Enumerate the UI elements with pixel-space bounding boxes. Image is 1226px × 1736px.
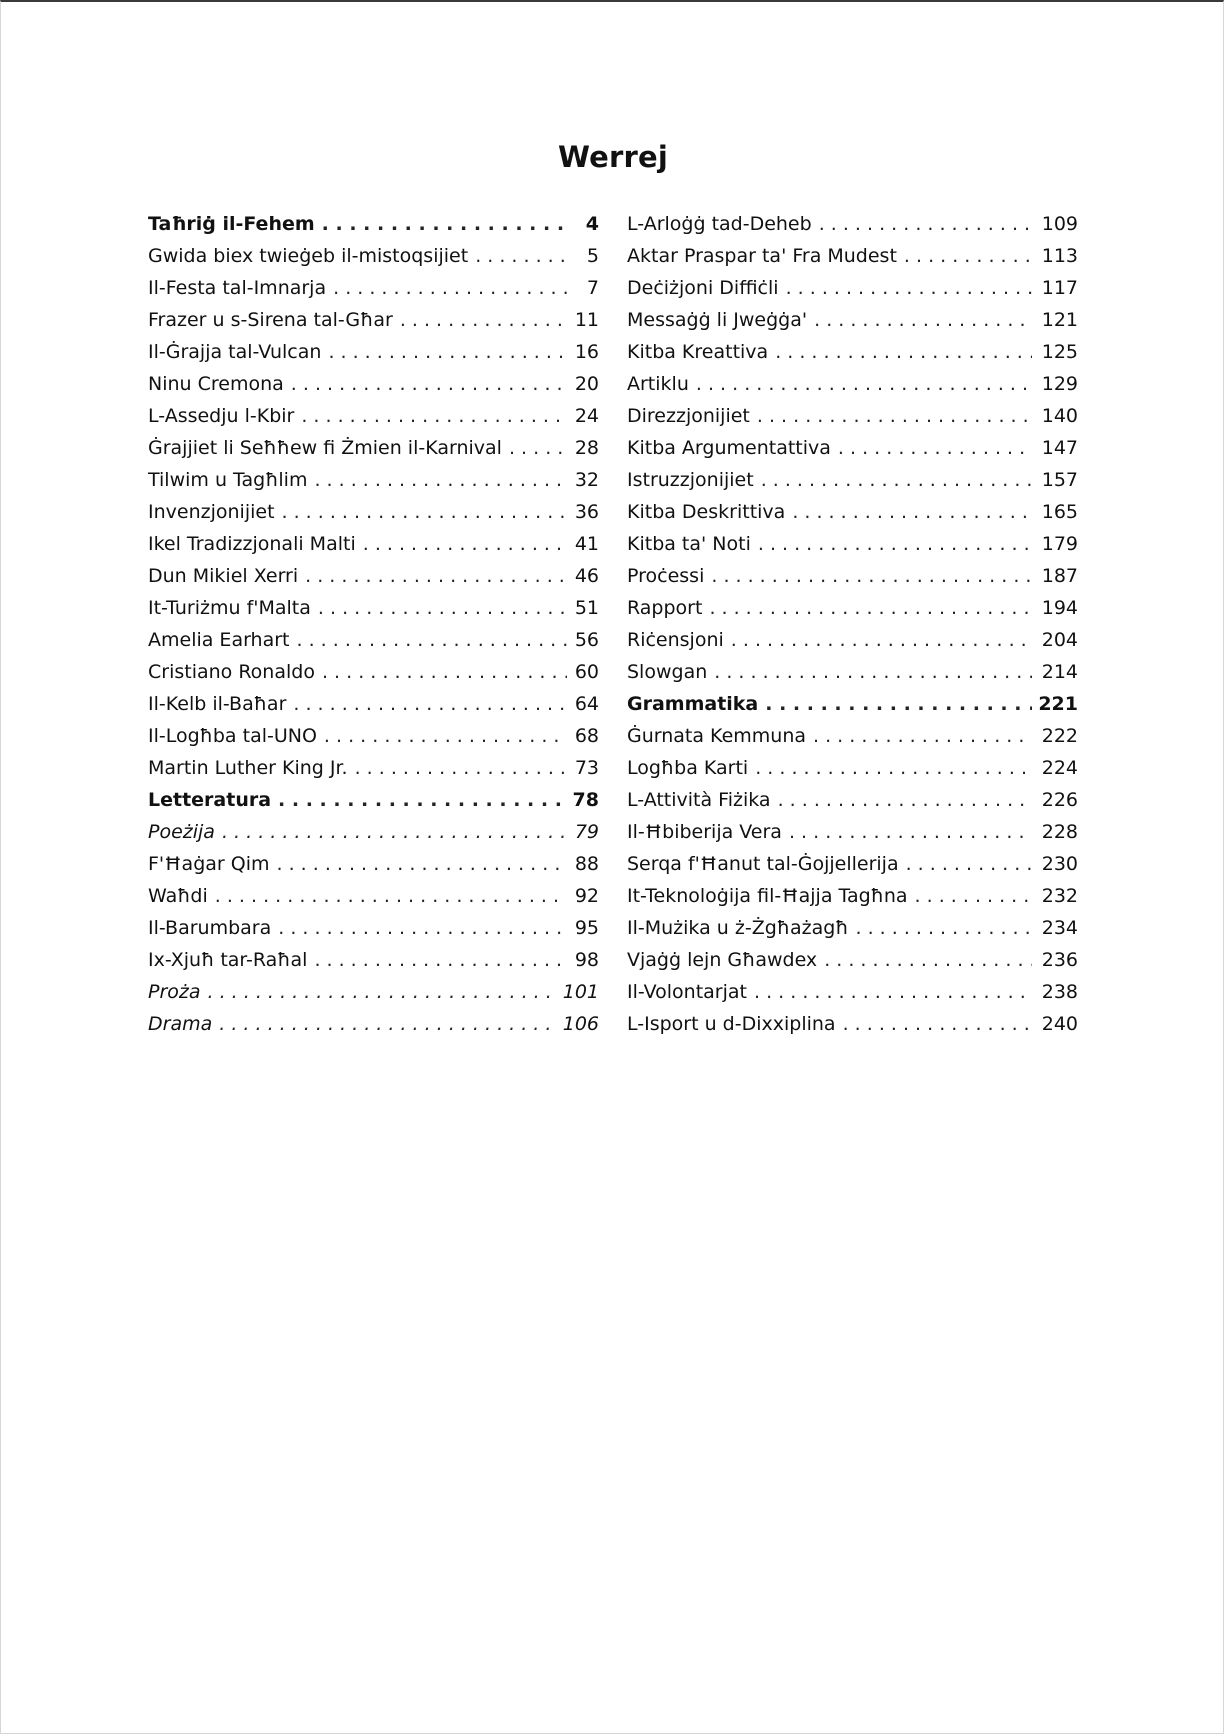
- dot-leader: [293, 688, 567, 720]
- toc-entry[interactable]: [148, 720, 599, 752]
- toc-entry[interactable]: [627, 368, 1078, 400]
- toc-entry-title: Rapport: [627, 597, 703, 619]
- dot-leader: [838, 432, 1032, 464]
- dot-leader: [915, 880, 1032, 912]
- toc-entry-title: Logħba Karti: [627, 757, 749, 779]
- dot-leader: [322, 208, 567, 240]
- toc-entry[interactable]: [148, 304, 599, 336]
- toc-entry[interactable]: [148, 1008, 599, 1040]
- toc-entry-title: Frazer u s-Sirena tal-Għar: [148, 309, 393, 331]
- toc-entry[interactable]: [148, 880, 599, 912]
- dot-leader: [754, 976, 1032, 1008]
- toc-entry[interactable]: [627, 240, 1078, 272]
- dot-leader: [475, 240, 567, 272]
- toc-entry[interactable]: [148, 272, 599, 304]
- toc-entry-page-number: 179: [1041, 533, 1078, 555]
- toc-entry[interactable]: [627, 272, 1078, 304]
- toc-entry-page-number: 101: [562, 981, 599, 1003]
- toc-entry-page-number: 214: [1041, 661, 1078, 683]
- dot-leader: [400, 304, 567, 336]
- toc-entry-page-number: 165: [1041, 501, 1078, 523]
- dot-leader: [696, 368, 1032, 400]
- toc-entry[interactable]: [148, 976, 599, 1008]
- dot-leader: [215, 880, 567, 912]
- dot-leader: [904, 240, 1032, 272]
- toc-entry-page-number: 4: [585, 213, 599, 235]
- toc-entry-title: Direzzjonijiet: [627, 405, 750, 427]
- dot-leader: [792, 496, 1032, 528]
- toc-entry-page-number: 121: [1041, 309, 1078, 331]
- toc-entry[interactable]: [627, 592, 1078, 624]
- dot-leader: [222, 816, 567, 848]
- toc-entry-title: Riċensjoni: [627, 629, 724, 651]
- dot-leader: [775, 336, 1032, 368]
- toc-entry[interactable]: [627, 624, 1078, 656]
- toc-entry-page-number: 36: [574, 501, 599, 523]
- toc-entry-page-number: 46: [574, 565, 599, 587]
- toc-entry-page-number: 78: [572, 789, 599, 811]
- toc-entry-page-number: 7: [586, 277, 599, 299]
- toc-entry-title: F'Ħaġar Qim: [148, 853, 270, 875]
- toc-entry[interactable]: [148, 848, 599, 880]
- toc-entry[interactable]: [627, 400, 1078, 432]
- toc-entry-title: It-Teknoloġija fil-Ħajja Tagħna: [627, 885, 908, 907]
- dot-leader: [363, 528, 567, 560]
- dot-leader: [711, 560, 1032, 592]
- toc-entry-title: Il-Logħba tal-UNO: [148, 725, 317, 747]
- toc-entry[interactable]: [627, 560, 1078, 592]
- toc-entry-page-number: 187: [1041, 565, 1078, 587]
- toc-entry[interactable]: [148, 912, 599, 944]
- toc-entry[interactable]: [627, 912, 1078, 944]
- toc-entry-title: Poeżija: [148, 821, 215, 843]
- toc-entry-page-number: 238: [1041, 981, 1078, 1003]
- toc-entry-page-number: 129: [1041, 373, 1078, 395]
- toc-entry-page-number: 117: [1041, 277, 1078, 299]
- toc-entry-title: L-Arloġġ tad-Deheb: [627, 213, 812, 235]
- toc-right-column: [627, 208, 1078, 1040]
- dot-leader: [789, 816, 1032, 848]
- toc-entry[interactable]: [148, 464, 599, 496]
- toc-entry[interactable]: [148, 816, 599, 848]
- dot-leader: [856, 912, 1033, 944]
- toc-entry-page-number: 194: [1041, 597, 1078, 619]
- toc-entry[interactable]: [627, 464, 1078, 496]
- toc-entry[interactable]: [627, 816, 1078, 848]
- dot-leader: [301, 400, 567, 432]
- toc-entry-title: Il-Mużika u ż-Żgħażagħ: [627, 917, 849, 939]
- toc-entry[interactable]: [148, 496, 599, 528]
- toc-entry-title: Kitba Kreattiva: [627, 341, 769, 363]
- toc-entry-page-number: 204: [1041, 629, 1078, 651]
- dot-leader: [761, 464, 1032, 496]
- toc-entry[interactable]: [627, 528, 1078, 560]
- toc-entry[interactable]: [627, 688, 1078, 720]
- dot-leader: [318, 592, 567, 624]
- toc-entry[interactable]: [148, 944, 599, 976]
- toc-entry[interactable]: [627, 976, 1078, 1008]
- toc-entry-page-number: 32: [574, 469, 599, 491]
- toc-entry-title: Slowgan: [627, 661, 708, 683]
- toc-entry-page-number: 125: [1041, 341, 1078, 363]
- toc-entry-title: Martin Luther King Jr.: [148, 757, 348, 779]
- toc-entry[interactable]: [627, 496, 1078, 528]
- toc-entry[interactable]: [627, 944, 1078, 976]
- toc-entry-title: Artiklu: [627, 373, 689, 395]
- toc-entry[interactable]: [148, 784, 599, 816]
- toc-entry-title: Il-Kelb il-Baħar: [148, 693, 287, 715]
- toc-entry-page-number: 147: [1041, 437, 1078, 459]
- toc-entry[interactable]: [627, 1008, 1078, 1040]
- dot-leader: [755, 752, 1032, 784]
- toc-entry[interactable]: [627, 880, 1078, 912]
- toc-entry[interactable]: [627, 208, 1078, 240]
- toc-entry-title: Il-Ħbiberija Vera: [627, 821, 782, 843]
- toc-entry-title: Ġrajjiet li Seħħew fi Żmien il-Karnival: [148, 437, 502, 459]
- dot-leader: [709, 592, 1032, 624]
- dot-leader: [786, 272, 1032, 304]
- toc-entry[interactable]: [148, 688, 599, 720]
- toc-entry[interactable]: [148, 432, 599, 464]
- toc-entry-title: Serqa f'Ħanut tal-Ġojjellerija: [627, 853, 899, 875]
- toc-entry-title: L-Attività Fiżika: [627, 789, 771, 811]
- toc-entry-title: L-Assedju l-Kbir: [148, 405, 295, 427]
- toc-left-column: [148, 208, 599, 1040]
- toc-entry[interactable]: [148, 592, 599, 624]
- toc-entry-page-number: 157: [1041, 469, 1078, 491]
- toc-entry-title: Il-Barumbara: [148, 917, 272, 939]
- toc-entry[interactable]: [627, 784, 1078, 816]
- dot-leader: [297, 624, 567, 656]
- toc-entry-title: Tilwim u Tagħlim: [148, 469, 308, 491]
- toc-entry-title: Ninu Cremona: [148, 373, 284, 395]
- toc-entry-title: L-Isport u d-Dixxiplina: [627, 1013, 836, 1035]
- toc-entry[interactable]: [627, 848, 1078, 880]
- toc-entry-page-number: 5: [586, 245, 599, 267]
- toc-entry-title: Gwida biex twieġeb il-mistoqsijiet: [148, 245, 469, 267]
- toc-entry-title: Letteratura: [148, 789, 272, 811]
- toc-entry-title: Deċiżjoni Diffiċli: [627, 277, 779, 299]
- dot-leader: [814, 304, 1032, 336]
- toc-entry-page-number: 221: [1038, 693, 1078, 715]
- dot-leader: [314, 464, 567, 496]
- toc-entry-page-number: 79: [574, 821, 599, 843]
- toc-entry-page-number: 226: [1041, 789, 1078, 811]
- toc-entry-page-number: 20: [574, 373, 599, 395]
- toc-entry-title: Il-Ġrajja tal-Vulcan: [148, 341, 322, 363]
- toc-entry-page-number: 68: [574, 725, 599, 747]
- dot-leader: [757, 400, 1032, 432]
- dot-leader: [324, 720, 567, 752]
- toc-entry-title: Invenzjonijiet: [148, 501, 275, 523]
- toc-entry[interactable]: [148, 560, 599, 592]
- toc-entry-page-number: 113: [1041, 245, 1078, 267]
- toc-entry-title: Kitba Deskrittiva: [627, 501, 786, 523]
- toc-entry-page-number: 16: [574, 341, 599, 363]
- toc-entry-title: Il-Volontarjat: [627, 981, 747, 1003]
- toc-entry-page-number: 60: [574, 661, 599, 683]
- dot-leader: [277, 848, 568, 880]
- toc-entry-page-number: 240: [1041, 1013, 1078, 1035]
- dot-leader: [731, 624, 1032, 656]
- toc-entry-page-number: 64: [574, 693, 599, 715]
- toc-entry-title: Aktar Praspar ta' Fra Mudest: [627, 245, 897, 267]
- toc-entry[interactable]: [627, 752, 1078, 784]
- dot-leader: [208, 976, 557, 1008]
- dot-leader: [843, 1008, 1032, 1040]
- dot-leader: [813, 720, 1032, 752]
- toc-entry-page-number: 11: [574, 309, 599, 331]
- dot-leader: [282, 496, 567, 528]
- toc-entry[interactable]: [148, 240, 599, 272]
- dot-leader: [778, 784, 1032, 816]
- toc-entry[interactable]: [148, 656, 599, 688]
- toc-entry[interactable]: [148, 400, 599, 432]
- toc-entry-page-number: 228: [1041, 821, 1078, 843]
- toc-entry-page-number: 232: [1041, 885, 1078, 907]
- toc-entry-title: Ix-Xjuħ tar-Raħal: [148, 949, 308, 971]
- toc-entry-page-number: 41: [574, 533, 599, 555]
- dot-leader: [314, 944, 567, 976]
- toc-entry[interactable]: [627, 432, 1078, 464]
- toc-entry-page-number: 234: [1041, 917, 1078, 939]
- toc-entry-title: Vjaġġ lejn Għawdex: [627, 949, 818, 971]
- toc-entry-page-number: 236: [1041, 949, 1078, 971]
- dot-leader: [278, 784, 567, 816]
- toc-entry-page-number: 230: [1041, 853, 1078, 875]
- dot-leader: [305, 560, 567, 592]
- toc-entry-page-number: 28: [574, 437, 599, 459]
- toc-entry-page-number: 92: [574, 885, 599, 907]
- toc-entry-page-number: 73: [574, 757, 599, 779]
- dot-leader: [758, 528, 1032, 560]
- toc-entry-page-number: 56: [574, 629, 599, 651]
- toc-entry[interactable]: [148, 208, 599, 240]
- toc-entry-title: Messaġġ li Jweġġa': [627, 309, 808, 331]
- dot-leader: [906, 848, 1032, 880]
- toc-entry-title: Waħdi: [148, 885, 208, 907]
- toc-entry-page-number: 140: [1041, 405, 1078, 427]
- toc-entry-title: Proċessi: [627, 565, 705, 587]
- toc-entry-page-number: 222: [1041, 725, 1078, 747]
- page-title: Werrej: [557, 140, 669, 174]
- dot-leader: [291, 368, 567, 400]
- dot-leader: [333, 272, 567, 304]
- toc-entry[interactable]: [148, 368, 599, 400]
- dot-leader: [819, 208, 1032, 240]
- toc-entry-page-number: 109: [1041, 213, 1078, 235]
- toc-entry[interactable]: [627, 720, 1078, 752]
- dot-leader: [355, 752, 567, 784]
- toc-entry-title: Proża: [148, 981, 201, 1003]
- dot-leader: [714, 656, 1032, 688]
- toc-entry-page-number: 106: [562, 1013, 599, 1035]
- toc-entry-title: Grammatika: [627, 693, 759, 715]
- toc-entry[interactable]: [148, 336, 599, 368]
- toc-entry[interactable]: [148, 528, 599, 560]
- toc-entry-page-number: 98: [574, 949, 599, 971]
- toc-entry-page-number: 51: [574, 597, 599, 619]
- toc-entry[interactable]: [148, 624, 599, 656]
- toc-entry-title: Il-Festa tal-Imnarja: [148, 277, 327, 299]
- toc-entry[interactable]: [627, 656, 1078, 688]
- dot-leader: [765, 688, 1032, 720]
- toc-entry-title: Amelia Earhart: [148, 629, 290, 651]
- toc-entry-title: Cristiano Ronaldo: [148, 661, 315, 683]
- toc-entry-title: Kitba Argumentattiva: [627, 437, 831, 459]
- toc-entry-page-number: 224: [1041, 757, 1078, 779]
- toc-entry[interactable]: [627, 336, 1078, 368]
- dot-leader: [509, 432, 567, 464]
- toc-entry-title: Taħriġ il-Fehem: [148, 213, 315, 235]
- dot-leader: [278, 912, 567, 944]
- toc-entry[interactable]: [627, 304, 1078, 336]
- toc-entry-page-number: 88: [574, 853, 599, 875]
- toc-entry-page-number: 24: [574, 405, 599, 427]
- toc-entry-title: Ġurnata Kemmuna: [627, 725, 807, 747]
- dot-leader: [322, 656, 567, 688]
- toc-entry-title: Drama: [148, 1013, 213, 1035]
- toc-entry[interactable]: [148, 752, 599, 784]
- toc-entry-title: Kitba ta' Noti: [627, 533, 751, 555]
- toc-entry-title: Ikel Tradizzjonali Malti: [148, 533, 356, 555]
- dot-leader: [824, 944, 1032, 976]
- toc-entry-title: Istruzzjonijiet: [627, 469, 754, 491]
- toc-entry-title: Dun Mikiel Xerri: [148, 565, 299, 587]
- toc-entry-title: It-Turiżmu f'Malta: [148, 597, 311, 619]
- toc-entry-page-number: 95: [574, 917, 599, 939]
- dot-leader: [219, 1008, 556, 1040]
- dot-leader: [328, 336, 567, 368]
